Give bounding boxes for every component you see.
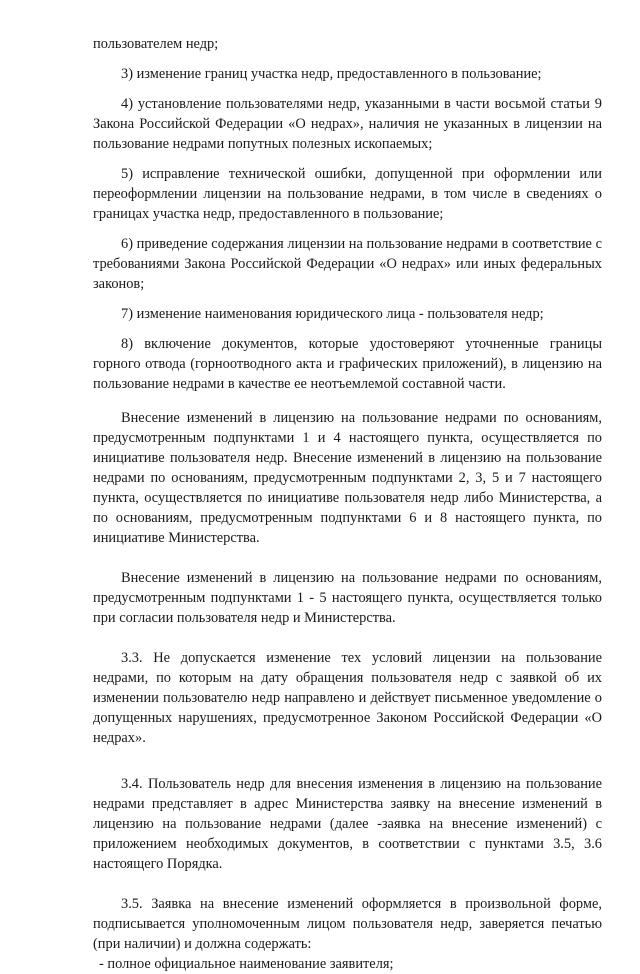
paragraph-continuation: пользователем недр; xyxy=(93,36,219,52)
paragraph-section-3-5: 3.5. Заявка на внесение изменений оформляется в произвольной форме, подписывается уполномоченным лицом пользователя недр, заверяется печатью (при наличии) и должна содержать: xyxy=(93,896,602,952)
document-page xyxy=(93,34,602,974)
paragraph-initiative: Внесение изменений в лицензию на пользование недрами по основаниям, предусмотренным подпунктами 1 и 4 настоящего пункта, осуществляется по инициативе пользователя недр. Внесение изменений в лицензию на пользование недрами по основаниям, предусмотренным подпунктами 2, 3, 5 и 7 настоящего пункта, осуществляется по инициативе пользователя недр либо Министерства, а по основаниям, предусмотренным подпунктами 6 и 8 настоящего пункта, по инициативе Министерства. xyxy=(93,410,602,546)
list-item-applicant-name: - полное официальное наименование заявителя; xyxy=(99,956,394,972)
paragraph-section-3-4: 3.4. Пользователь недр для внесения изменения в лицензию на пользование недрами представляет в адрес Министерства заявку на внесение изменений в лицензию на пользование недрами (далее -заявка на внесение изменений) с приложением необходимых документов, в соответствии с пунктами 3.5, 3.6 настоящего Порядка. xyxy=(93,776,602,872)
paragraph-item-4: 4) установление пользователями недр, указанными в части восьмой статьи 9 Закона Российской Федерации «О недрах», наличия не указанных в лицензии на пользование недрами попутных полезных ископаемых; xyxy=(93,96,602,152)
paragraph-item-8: 8) включение документов, которые удостоверяют уточненные границы горного отвода (горноотводного акта и графических приложений), в лицензию на пользование недрами в качестве ее неотъемлемой составной части. xyxy=(93,336,602,392)
paragraph-consent: Внесение изменений в лицензию на пользование недрами по основаниям, предусмотренным подпунктами 1 - 5 настоящего пункта, осуществляется только при согласии пользователя недр и Министерства. xyxy=(93,570,602,626)
paragraph-item-6: 6) приведение содержания лицензии на пользование недрами в соответствие с требованиями Закона Российской Федерации «О недрах» или иных федеральных законов; xyxy=(93,236,602,292)
paragraph-item-7: 7) изменение наименования юридического лица - пользователя недр; xyxy=(121,306,544,322)
paragraph-section-3-3: 3.3. Не допускается изменение тех условий лицензии на пользование недрами, по которым на дату обращения пользователя недр с заявкой об их изменении пользователю недр направлено и действует письменное уведомление о допущенных нарушениях, предусмотренное Законом Российской Федерации «О недрах». xyxy=(93,650,602,746)
paragraph-item-3: 3) изменение границ участка недр, предоставленного в пользование; xyxy=(121,66,542,82)
paragraph-item-5: 5) исправление технической ошибки, допущенной при оформлении или переоформлении лицензии на пользование недрами, в том числе в сведениях о границах участка недр, предоставленного в пользование; xyxy=(93,166,602,222)
